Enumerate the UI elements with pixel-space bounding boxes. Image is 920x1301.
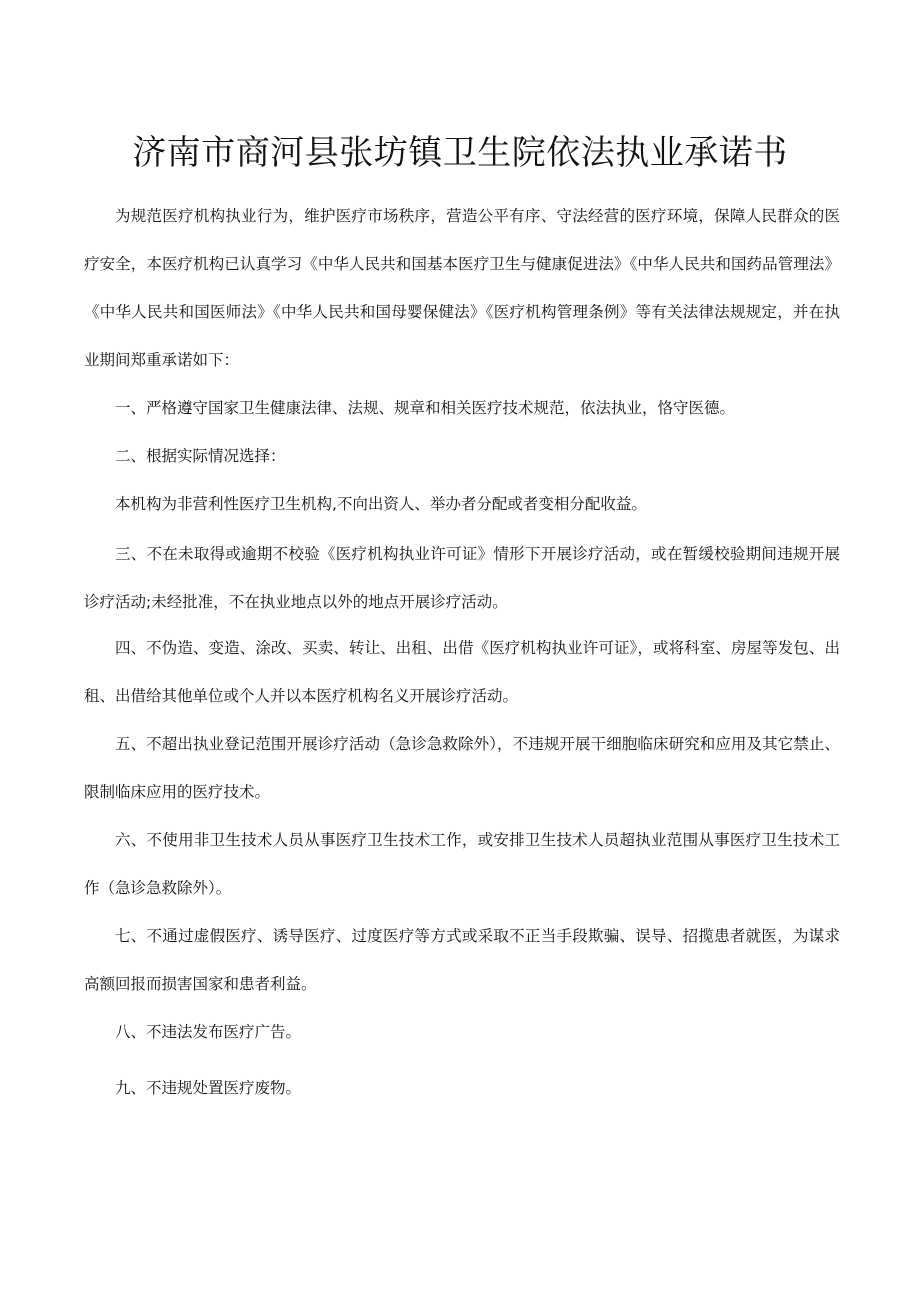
commitment-item-8: 八、不违法发布医疗广告。: [115, 1023, 302, 1041]
commitment-item-1: 一、严格遵守国家卫生健康法律、法规、规章和相关医疗技术规范，依法执业，恪守医德。: [115, 399, 736, 417]
commitment-item-9: 九、不违规处置医疗废物。: [115, 1079, 302, 1097]
commitment-item-2-choice: 本机构为非营利性医疗卫生机构,不向出资人、举办者分配或者变相分配收益。: [115, 495, 647, 513]
commitment-item-5: 五、不超出执业登记范围开展诊疗活动（急诊急救除外），不违规开展干细胞临床研究和应用及其它禁止、限制临床应用的医疗技术。: [84, 735, 840, 801]
intro-paragraph: 为规范医疗机构执业行为，维护医疗市场秩序，营造公平有序、守法经营的医疗环境，保障人民群众的医疗安全，本医疗机构已认真学习《中华人民共和国基本医疗卫生与健康促进法》《中华人民共和国药品管理法》《中华人民共和国医师法》《中华人民共和国母婴保健法》《医疗机构管理条例》等有关法律法规规定，并在执业期间郑重承诺如下：: [84, 207, 840, 369]
commitment-item-3: 三、不在未取得或逾期不校验《医疗机构执业许可证》情形下开展诊疗活动，或在暂缓校验期间违规开展诊疗活动;未经批准，不在执业地点以外的地点开展诊疗活动。: [84, 545, 840, 611]
commitment-item-2: 二、根据实际情况选择：: [115, 447, 286, 465]
commitment-item-7: 七、不通过虚假医疗、诱导医疗、过度医疗等方式或采取不正当手段欺骗、误导、招揽患者就医，为谋求高额回报而损害国家和患者利益。: [84, 927, 840, 993]
commitment-item-4: 四、不伪造、变造、涂改、买卖、转让、出租、出借《医疗机构执业许可证》，或将科室、房屋等发包、出租、出借给其他单位或个人并以本医疗机构名义开展诊疗活动。: [84, 639, 840, 705]
commitment-item-6: 六、不使用非卫生技术人员从事医疗卫生技术工作，或安排卫生技术人员超执业范围从事医疗卫生技术工作（急诊急救除外）。: [84, 831, 840, 897]
document-title: 济南市商河县张坊镇卫生院依法执业承诺书: [132, 133, 788, 173]
